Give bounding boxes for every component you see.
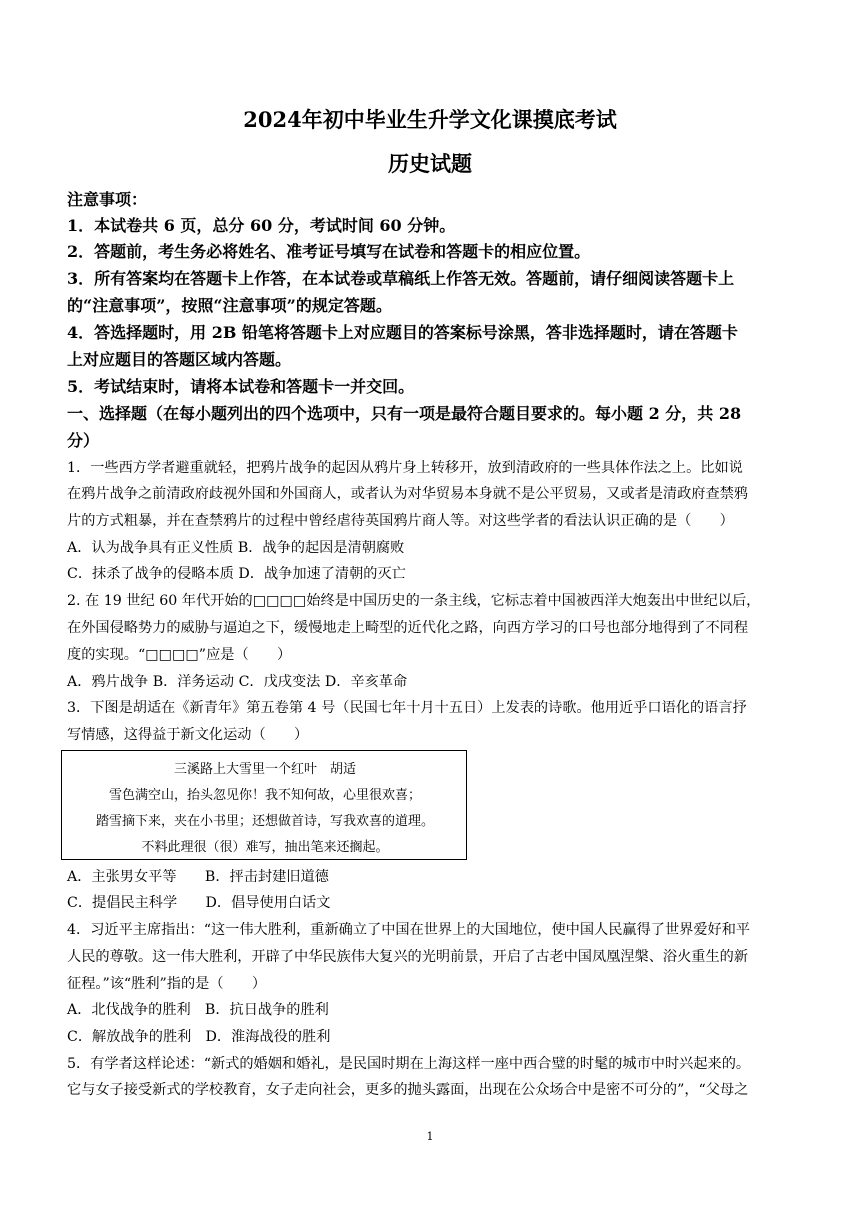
poem-line-1: 雪色满空山，抬头忽见你！我不知何故，心里很欢喜； <box>108 788 421 803</box>
notes-heading: 注意事项： <box>67 190 148 209</box>
q3-options-cd: C．提倡民主科学 D．倡导使用白话文 <box>67 895 331 911</box>
note-4-line-1: 4．答选择题时，用 2B 铅笔将答题卡上对应题目的答案标号涂黑，答非选择题时，请在答题卡 <box>67 323 738 342</box>
q3-line-1: 3．下图是胡适在《新青年》第五卷第 4 号（民国七年十月十五日）上发表的诗歌。他用近乎口语化的语言抒 <box>67 700 747 716</box>
note-2: 2．答题前，考生务必将姓名、准考证号填写在试卷和答题卡的相应位置。 <box>67 242 591 261</box>
q1-line-2: 在鸦片战争之前清政府歧视外国和外国商人，或者认为对华贸易本身就不是公平贸易，又或者是清政府查禁鸦 <box>67 486 749 502</box>
q4-line-2: 人民的尊敬。这一伟大胜利，开辟了中华民族伟大复兴的光明前景，开启了古老中国凤凰涅槃、浴火重生的新 <box>67 949 749 965</box>
q4-options-cd: C．解放战争的胜利 D．淮海战役的胜利 <box>67 1029 331 1045</box>
section-heading-line-2: 分） <box>67 431 100 450</box>
note-5: 5．考试结束时，请将本试卷和答题卡一并交回。 <box>67 377 415 396</box>
page-subtitle: 历史试题 <box>388 151 472 176</box>
q2-line-3: 度的实现。“□□□□”应是（ ） <box>67 647 292 663</box>
section-heading-line-1: 一、选择题（在每小题列出的四个选项中，只有一项是最符合题目要求的。每小题 2 分，共 28 <box>67 404 742 423</box>
note-3-line-2: 的“注意事项”，按照“注意事项”的规定答题。 <box>67 296 392 315</box>
q4-options-ab: A．北伐战争的胜利 B．抗日战争的胜利 <box>67 1002 329 1018</box>
page-title: 2024年初中毕业生升学文化课摸底考试 <box>243 107 617 132</box>
poem-box <box>61 750 467 860</box>
q1-options-ab: A．认为战争具有正义性质 B．战争的起因是清朝腐败 <box>67 540 405 556</box>
note-3-line-1: 3．所有答案均在答题卡上作答，在本试卷或草稿纸上作答无效。答题前，请仔细阅读答题卡上 <box>67 269 735 288</box>
poem-line-3: 不料此理很（很）难写，抽出笔来还搁起。 <box>141 840 389 855</box>
q4-line-1: 4．习近平主席指出：“这一伟大胜利，重新确立了中国在世界上的大国地位，使中国人民赢得了世界爱好和平 <box>67 922 751 938</box>
page-number: 1 <box>426 1130 434 1143</box>
q2-options: A．鸦片战争 B．洋务运动 C．戊戌变法 D．辛亥革命 <box>67 674 408 690</box>
q3-options-ab: A．主张男女平等 B．抨击封建旧道德 <box>67 869 329 885</box>
q3-line-2: 写情感，这得益于新文化运动（ ） <box>67 727 309 743</box>
note-4-line-2: 上对应题目的答题区域内答题。 <box>67 350 292 369</box>
q1-options-cd: C．抹杀了战争的侵略本质 D．战争加速了清朝的灭亡 <box>67 566 406 582</box>
q1-line-3: 片的方式粗暴，并在查禁鸦片的过程中曾经虐待英国鸦片商人等。对这些学者的看法认识正确的是（ ） <box>67 513 734 529</box>
poem-line-2: 踏雪摘下来，夹在小书里；还想做首诗，写我欢喜的道理。 <box>95 814 434 829</box>
q2-line-2: 在外国侵略势力的威胁与逼迫之下，缓慢地走上畸型的近代化之路，向西方学习的口号也部分地得到了不同程 <box>67 620 749 636</box>
poem-title: 三溪路上大雪里一个红叶 胡适 <box>173 762 356 777</box>
q4-line-3: 征程。”该“胜利”指的是（ ） <box>67 976 267 992</box>
note-1: 1．本试卷共 6 页，总分 60 分，考试时间 60 分钟。 <box>67 216 456 235</box>
q5-line-1: 5．有学者这样论述：“新式的婚姻和婚礼，是民国时期在上海这样一座中西合璧的时髦的城市中时兴起来的。 <box>67 1056 751 1072</box>
q1-line-1: 1．一些西方学者避重就轻，把鸦片战争的起因从鸦片身上转移开，放到清政府的一些具体作法之上。比如说 <box>67 460 743 476</box>
q2-line-1: 2. 在 19 世纪 60 年代开始的□□□□始终是中国历史的一条主线，它标志着中国被西洋大炮轰出中世纪以后， <box>67 593 761 609</box>
q5-line-2: 它与女子接受新式的学校教育，女子走向社会，更多的抛头露面，出现在公众场合中是密不可分的”，“父母之 <box>67 1082 749 1098</box>
